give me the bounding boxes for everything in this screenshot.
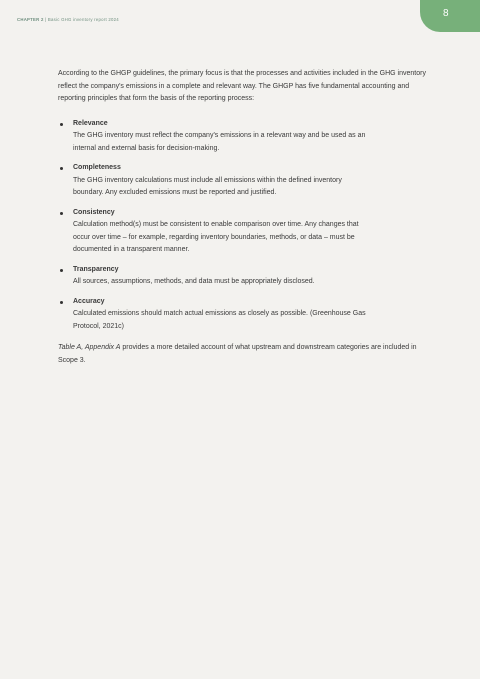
running-header	[17, 17, 119, 22]
principle-title: Accuracy	[73, 297, 105, 305]
principle-body: All sources, assumptions, methods, and data must be appropriately disclosed.	[73, 278, 315, 285]
principle-title: Completeness	[73, 164, 121, 171]
principle-body: The GHG inventory must reflect the company's emissions in a relevant way and be used as an internal and external basis for decision-making.	[73, 132, 366, 152]
header-separator: |	[43, 17, 48, 22]
principle-title: Consistency	[73, 208, 115, 216]
intro-paragraph: According to the GHGP guidelines, the primary focus is that the processes and activities included in the GHG inventory reflect the company's emissions in a complete and relevant way. The GHGP has five fundamental accounting and reporting principles that form the basis of the reporting process:	[58, 70, 426, 102]
principle-body: Calculation method(s) must be consistent to enable comparison over time. Any changes that occur over time – for example, regarding inventory boundaries, methods, or data – must be documented in a transparent manner.	[73, 221, 359, 253]
principle-relevance	[58, 118, 428, 156]
page-number: 8	[443, 8, 449, 19]
appendix-note	[58, 342, 428, 367]
principle-body: Calculated emissions should match actual emissions as closely as possible. (Greenhouse Gas Protocol, 2021c)	[73, 310, 366, 330]
main-content	[58, 68, 428, 367]
principles-list	[58, 118, 428, 334]
chapter-label: CHAPTER 2	[17, 17, 44, 22]
report-title: Basic GHG inventory report 2024	[47, 17, 119, 22]
principle-body: The GHG inventory calculations must include all emissions within the defined inventory boundary. Any excluded emissions must be reported and justified.	[73, 176, 342, 196]
appendix-note-text: provides a more detailed account of what upstream and downstream categories are included in Scope 3.	[58, 344, 417, 364]
page-number-tab	[420, 0, 480, 32]
principle-transparency	[58, 264, 428, 289]
principle-accuracy	[58, 296, 428, 334]
principle-consistency	[58, 207, 428, 257]
appendix-reference-link: Table A, Appendix A	[58, 344, 121, 351]
principle-title: Relevance	[73, 119, 108, 127]
principle-completeness	[58, 162, 428, 200]
principle-title: Transparency	[73, 265, 119, 273]
